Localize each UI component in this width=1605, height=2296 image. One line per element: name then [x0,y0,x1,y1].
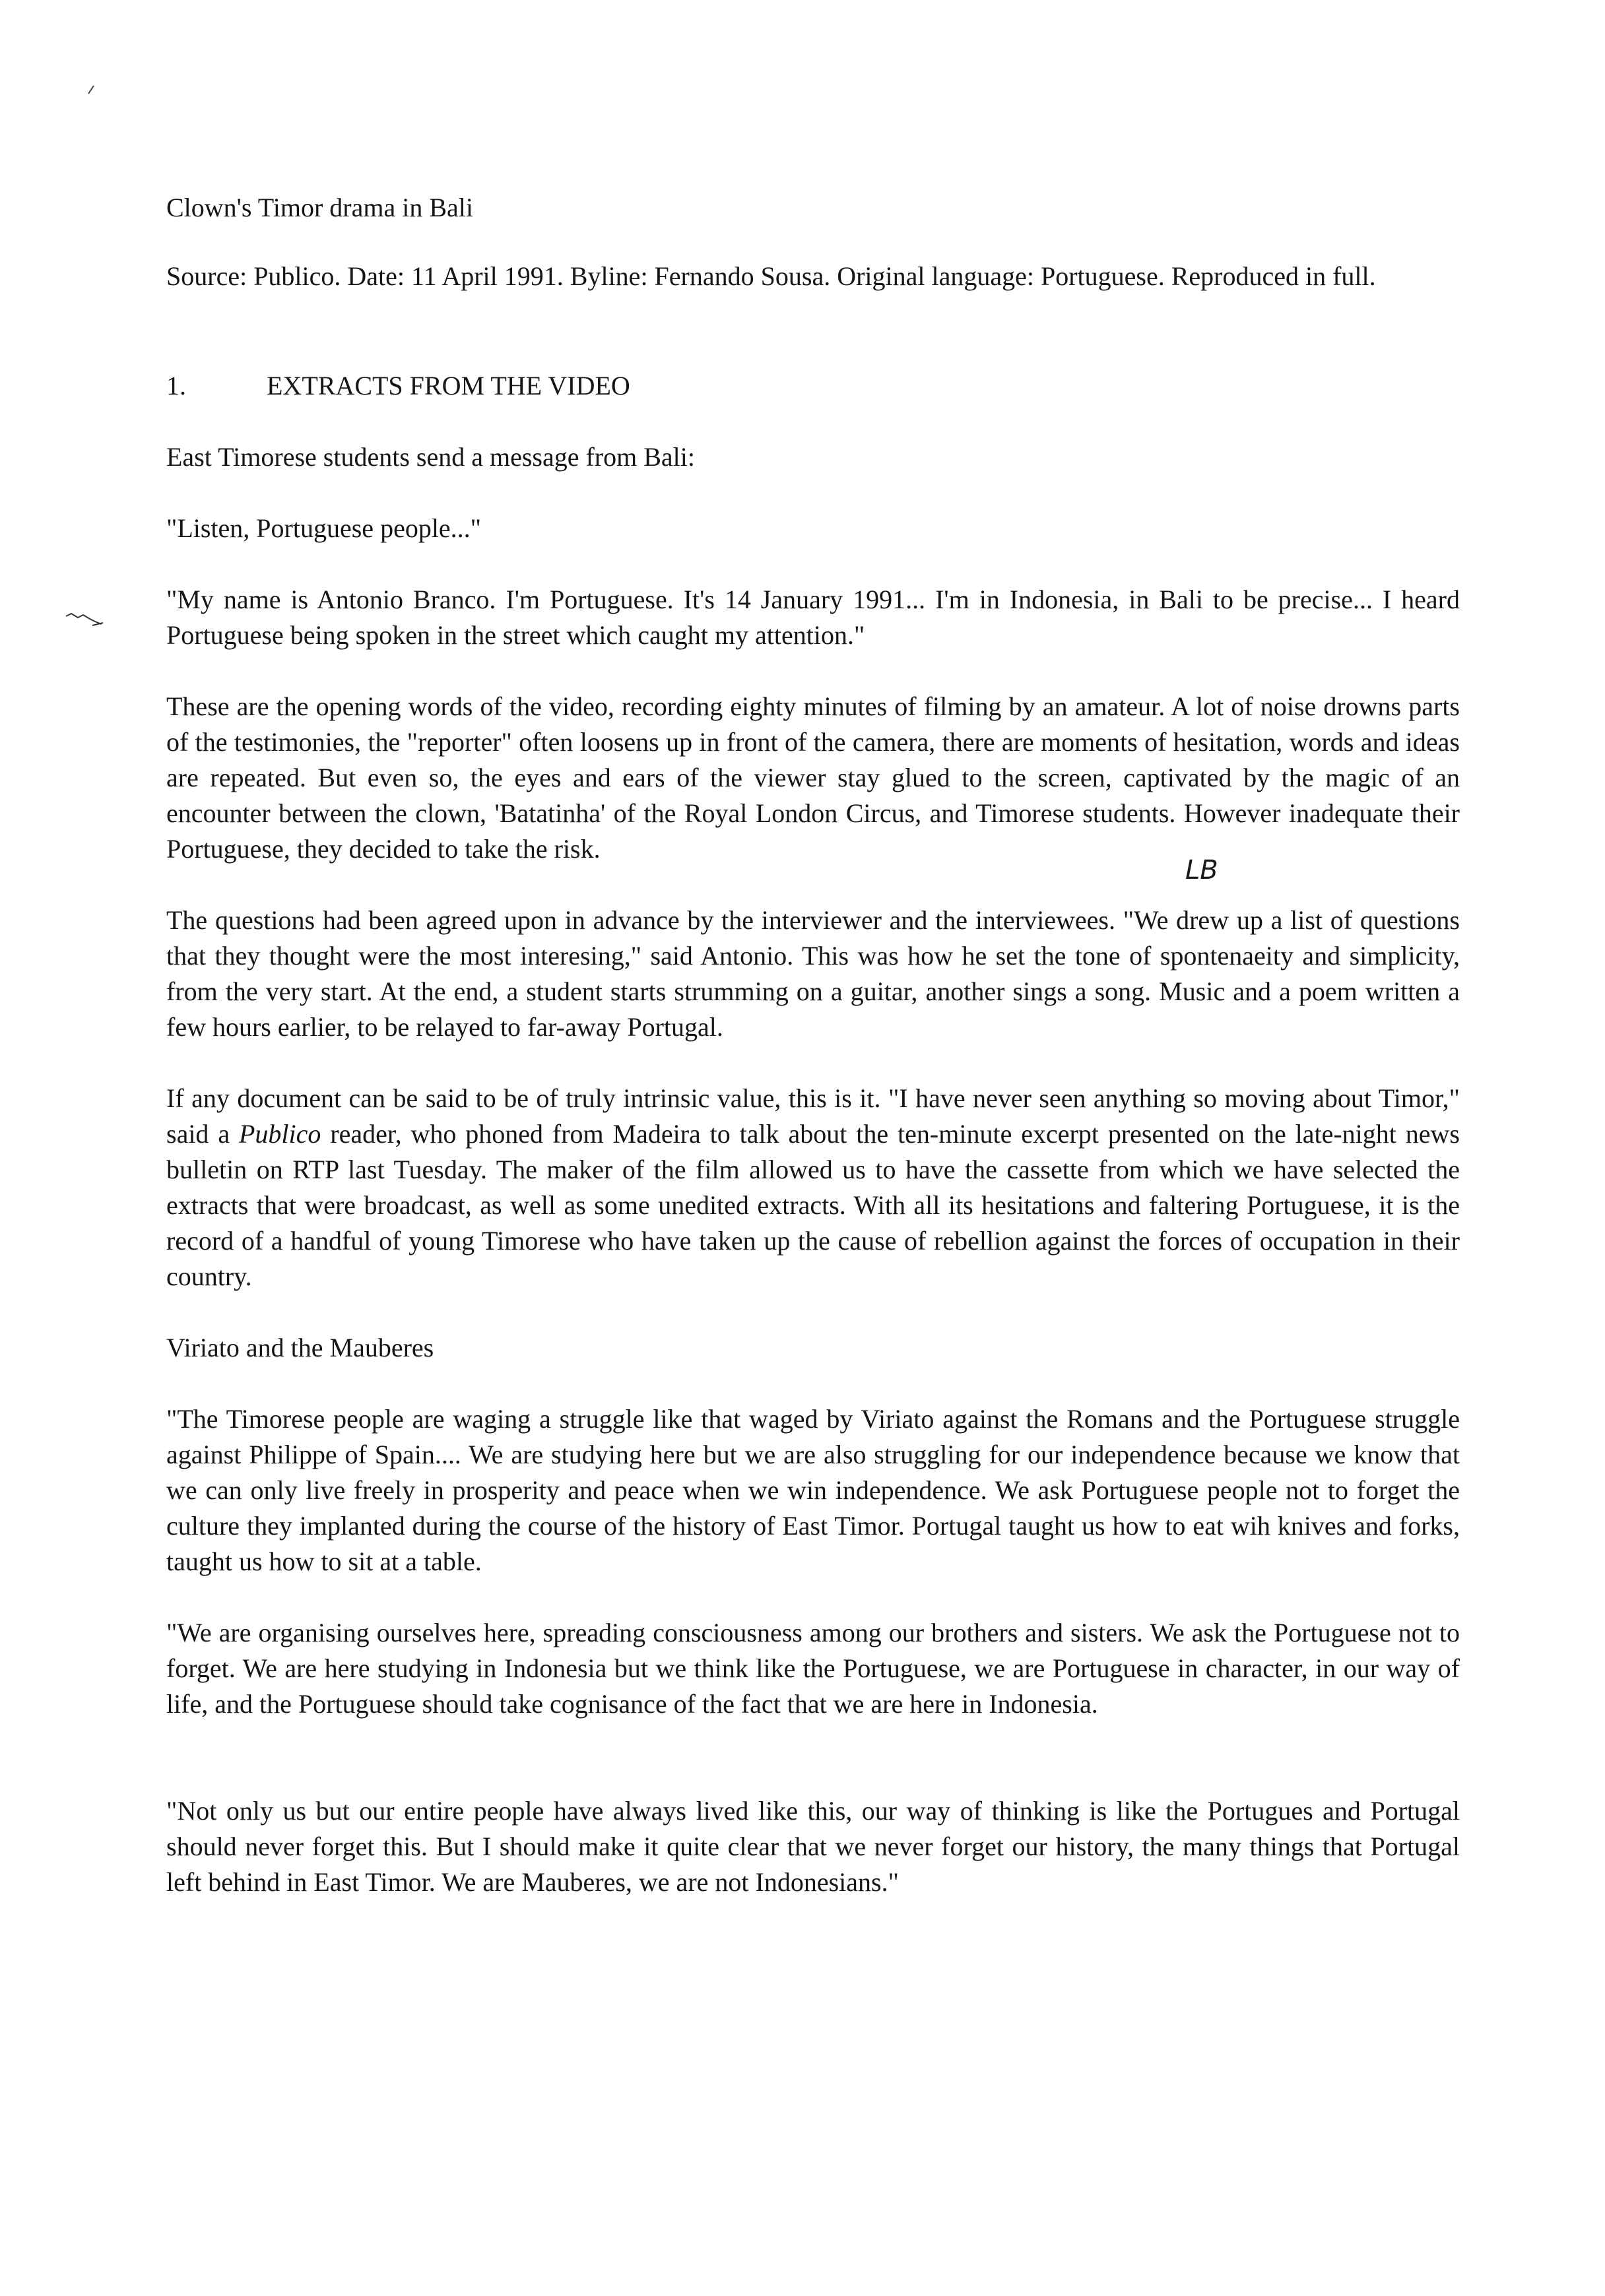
document-title: Clown's Timor drama in Bali [166,193,474,222]
quote-not-only: "Not only us but our entire people have always lived like this, our way of thinking is like the Portugues and Portugal should never forget this. But I should make it quite clear that we never forget our history, the many things that Portugal left behind in East Timor. We are Mauberes, we are not Indonesians." [166,1796,1460,1897]
margin-scribble [63,607,116,633]
paragraph-value [166,1081,1460,1294]
paragraph-opening: These are the opening words of the video, recording eighty minutes of filming by an amateur. A lot of noise drowns parts of the testimonies, the "reporter" often loosens up in front of the camera, there are moments of hesitation, words and ideas are repeated. But even so, the eyes and ears of the viewer stay glued to the screen, captivated by the magic of an encounter between the clown, 'Batatinha' of the Royal London Circus, and Timorese students. However inadequate their Portuguese, they decided to take the risk. [166,691,1460,864]
quote-struggle: "The Timorese people are waging a struggle like that waged by Viriato against the Romans and the Portuguese struggle against Philippe of Spain.... We are studying here but we are also struggling for our independence because we know that we can only live freely in prosperity and peace when we win independence. We ask Portuguese people not to forget the culture they implanted during the course of the history of East Timor. Portugal taught us how to eat wih knives and forks, taught us how to sit at a table. [166,1404,1460,1576]
section-number: 1. [166,371,186,400]
handwritten-initials: LB [1185,855,1218,885]
paragraph-questions: The questions had been agreed upon in advance by the interviewer and the interviewees. "We drew up a list of questions that they thought were the most interesing," said Antonio. This was how he set the tone of spontenaeity and simplicity, from the very start. At the end, a student starts strumming on a guitar, another sings a song. Music and a poem written a few hours earlier, to be relayed to far-away Portugal. [166,905,1460,1042]
quote-name: "My name is Antonio Branco. I'm Portuguese. It's 14 January 1991... I'm in Indonesia, in Bali to be precise... I heard Portuguese being spoken in the street which caught my attention." [166,585,1460,650]
scan-mark-top [79,66,106,99]
section-heading [166,368,630,404]
paragraph-value-end: reader, who phoned from Madeira to talk about the ten-minute excerpt presented on the late-night news bulletin on RTP last Tuesday. The maker of the film allowed us to have the cassette from which we have selected the extracts that were broadcast, as well as some unedited extracts. With all its hesitations and faltering Portuguese, it is the record of a handful of young Timorese who have taken up the cause of rebellion against the forces of occupation in their country. [166,1119,1460,1291]
quote-organising: "We are organising ourselves here, spreading consciousness among our brothers and sisters. We ask the Portuguese not to forget. We are here studying in Indonesia but we think like the Portuguese, we are Portuguese in character, in our way of life, and the Portuguese should take cognisance of the fact that we are here in Indonesia. [166,1618,1460,1719]
intro-line: East Timorese students send a message from Bali: [166,442,696,472]
subheading: Viriato and the Mauberes [166,1333,434,1362]
section-title: EXTRACTS FROM THE VIDEO [267,371,630,400]
paragraph-value-start: If any document can be said to be of truly intrinsic value, this is it. "I have never seen anything so moving about Timor," said a [166,1083,1460,1149]
publication-name: Publico [238,1119,321,1149]
quote-listen: "Listen, Portuguese people..." [166,513,482,543]
source-line: Source: Publico. Date: 11 April 1991. Byline: Fernando Sousa. Original language: Portuguese. Reproduced in full. [166,261,1376,291]
